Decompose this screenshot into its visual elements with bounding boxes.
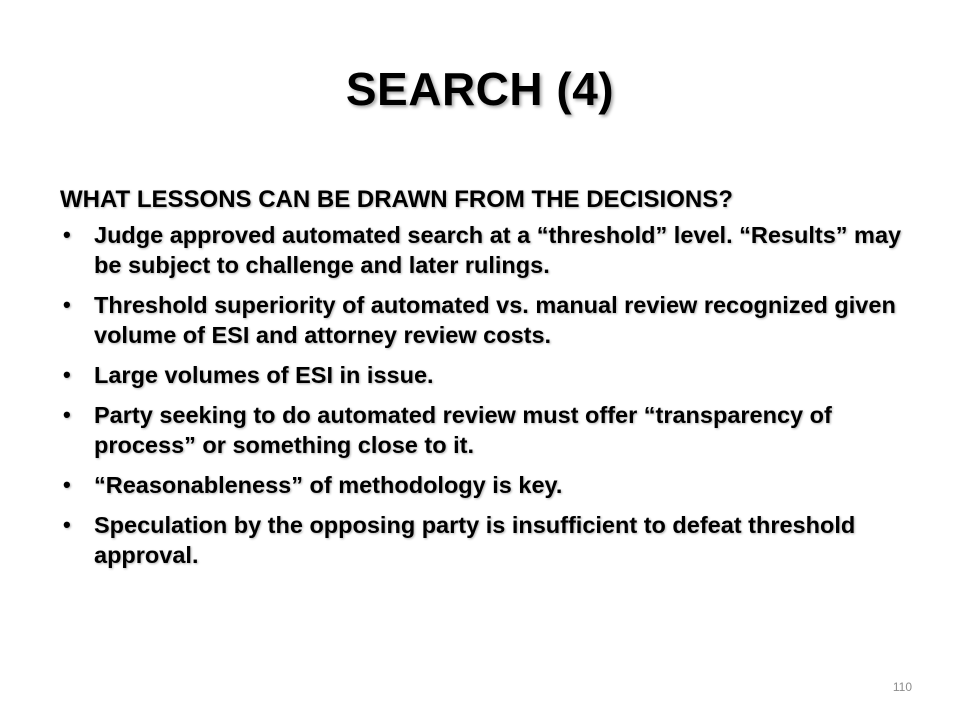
bullet-text: Party seeking to do automated review must offer “transparency of process” or something close to it. bbox=[94, 402, 832, 458]
bullet-icon: • bbox=[63, 292, 71, 317]
slide-title: SEARCH (4) bbox=[345, 63, 615, 115]
bullet-item bbox=[60, 400, 910, 460]
bullet-icon: • bbox=[63, 222, 71, 247]
slide-subheading: WHAT LESSONS CAN BE DRAWN FROM THE DECISIONS? bbox=[60, 186, 733, 213]
bullet-icon: • bbox=[63, 472, 71, 497]
slide-body bbox=[60, 186, 910, 580]
bullet-item bbox=[60, 510, 910, 570]
bullet-item bbox=[60, 290, 910, 350]
bullet-icon: • bbox=[63, 512, 71, 537]
bullet-item bbox=[60, 220, 910, 280]
bullet-text: Judge approved automated search at a “threshold” level. “Results” may be subject to challenge and later rulings. bbox=[94, 222, 902, 278]
bullet-text: Threshold superiority of automated vs. manual review recognized given volume of ESI and attorney review costs. bbox=[94, 292, 896, 348]
bullet-icon: • bbox=[63, 362, 71, 387]
page-number: 110 bbox=[892, 680, 912, 694]
bullet-item bbox=[60, 360, 910, 390]
bullet-text: Large volumes of ESI in issue. bbox=[94, 362, 434, 388]
bullet-icon: • bbox=[63, 402, 71, 427]
bullet-text: Speculation by the opposing party is insufficient to defeat threshold approval. bbox=[94, 512, 856, 568]
bullet-list bbox=[60, 220, 910, 570]
bullet-text: “Reasonableness” of methodology is key. bbox=[94, 472, 563, 498]
bullet-item bbox=[60, 470, 910, 500]
